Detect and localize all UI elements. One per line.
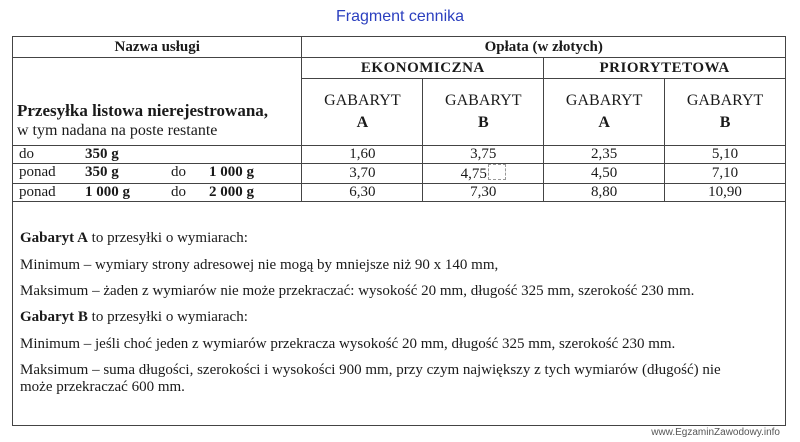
- header-row: [13, 37, 786, 58]
- weight-range: [13, 146, 302, 164]
- service-name-line1: Przesyłka listowa nierejestrowana,: [17, 101, 269, 120]
- price-eco-b: 3,75: [423, 146, 544, 164]
- table-row: [13, 146, 786, 164]
- group-row: [13, 58, 786, 79]
- size-letter: A: [598, 114, 610, 131]
- prio-gabaryt-b: [665, 79, 786, 146]
- size-letter: A: [356, 114, 369, 131]
- weight-word: ponad: [19, 164, 56, 180]
- service-name-line2: w tym nadana na poste restante: [17, 122, 218, 139]
- price-eco-a: 6,30: [302, 184, 423, 202]
- weight-value: 2 000 g: [209, 184, 254, 200]
- price-prio-b: 10,90: [665, 184, 786, 202]
- gabaryt-word: GABARYT: [686, 92, 764, 109]
- qr-code-icon: [488, 164, 506, 180]
- price-table: [12, 36, 786, 202]
- service-name-cell: [13, 58, 302, 146]
- gabaryt-word: GABARYT: [324, 92, 401, 109]
- gabaryt-b-heading-text: to przesyłki o wymiarach:: [87, 309, 248, 325]
- price-prio-b: 7,10: [665, 164, 786, 184]
- weight-value: 350 g: [85, 164, 119, 180]
- weight-value: 350 g: [85, 146, 119, 162]
- page-title: Fragment cennika: [335, 8, 465, 25]
- eco-gabaryt-a: [302, 79, 423, 146]
- weight-word: ponad: [19, 184, 56, 200]
- price-eco-a: 1,60: [302, 146, 423, 164]
- group-priority: PRIORYTETOWA: [544, 58, 786, 79]
- table-row: [13, 164, 786, 184]
- weight-word: do: [171, 184, 186, 200]
- gabaryt-b-max-line2: może przekraczać 600 mm.: [20, 379, 185, 395]
- gabaryt-word: GABARYT: [565, 92, 643, 109]
- notes-section: [20, 230, 780, 396]
- table-row: [13, 184, 786, 202]
- price-eco-a: 3,70: [302, 164, 423, 184]
- gabaryt-a-heading-text: to przesyłki o wymiarach:: [87, 230, 248, 246]
- watermark: www.EgzaminZawodowy.info: [651, 427, 780, 438]
- header-fee: Opłata (w złotych): [302, 37, 786, 58]
- price-value: 4,75: [460, 166, 487, 182]
- weight-word: do: [19, 146, 34, 162]
- gabaryt-a-label: Gabaryt A: [20, 230, 88, 246]
- header-service: Nazwa usługi: [13, 37, 302, 58]
- weight-range: [13, 164, 302, 184]
- prio-gabaryt-a: [544, 79, 665, 146]
- price-prio-a: 8,80: [544, 184, 665, 202]
- weight-range: [13, 184, 302, 202]
- size-letter: B: [477, 114, 489, 131]
- price-prio-a: 4,50: [544, 164, 665, 184]
- group-economic: EKONOMICZNA: [302, 58, 544, 79]
- weight-value: 1 000 g: [85, 184, 130, 200]
- price-eco-b: 7,30: [423, 184, 544, 202]
- gabaryt-a-max: Maksimum – żaden z wymiarów nie może przekraczać: wysokość 20 mm, długość 325 mm, szerokość 230 mm.: [20, 283, 695, 299]
- gabaryt-a-heading: [20, 230, 780, 247]
- size-letter: B: [719, 114, 731, 131]
- price-eco-b: [423, 164, 544, 184]
- gabaryt-word: GABARYT: [445, 92, 522, 109]
- price-prio-a: 2,35: [544, 146, 665, 164]
- gabaryt-b-max-line1: Maksimum – suma długości, szerokości i wysokości 900 mm, przy czym największy z tych wymiarów (długość) nie: [20, 362, 721, 378]
- price-prio-b: 5,10: [665, 146, 786, 164]
- weight-value: 1 000 g: [209, 164, 254, 180]
- gabaryt-b-heading: [20, 309, 780, 326]
- weight-word: do: [171, 164, 186, 180]
- eco-gabaryt-b: [423, 79, 544, 146]
- gabaryt-b-min: Minimum – jeśli choć jeden z wymiarów przekracza wysokość 20 mm, długość 325 mm, szerokość 230 mm.: [20, 336, 676, 352]
- gabaryt-a-min: Minimum – wymiary strony adresowej nie mogą by mniejsze niż 90 x 140 mm,: [20, 257, 499, 273]
- gabaryt-b-label: Gabaryt B: [20, 309, 88, 325]
